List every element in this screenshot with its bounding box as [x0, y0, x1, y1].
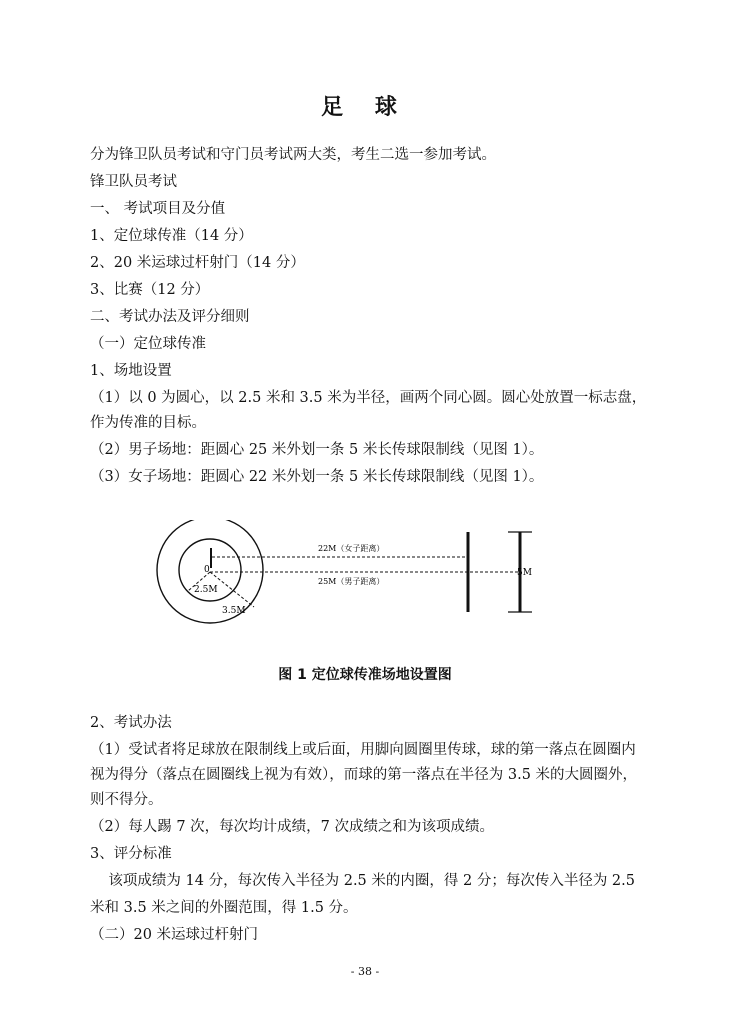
men-distance-label: 25M（男子距离） — [318, 577, 385, 586]
paragraph-line: （2）男子场地：距圆心 25 米外划一条 5 米长传球限制线（见图 1）。 — [90, 442, 544, 458]
subsection-heading: （二）20 米运球过杆射门 — [90, 927, 259, 943]
inner-radius-label: 2.5M — [194, 585, 218, 595]
field-setup-diagram — [150, 520, 570, 635]
subsection-heading: 3、评分标准 — [90, 846, 172, 862]
women-distance-label: 22M（女子距离） — [318, 544, 385, 553]
subsection-heading: 1、场地设置 — [90, 363, 172, 379]
list-item: 3、比赛（12 分） — [90, 282, 210, 298]
subsection-heading: （一）定位球传准 — [90, 336, 206, 352]
section-heading: 二、考试办法及评分细则 — [90, 309, 250, 325]
paragraph-line: 则不得分。 — [90, 792, 163, 808]
subsection-heading: 2、考试办法 — [90, 715, 172, 731]
intro-line: 分为锋卫队员考试和守门员考试两大类，考生二选一参加考试。 — [90, 147, 496, 163]
paragraph-line: （1）以 0 为圆心，以 2.5 米和 3.5 米为半径，画两个同心圆。圆心处放置一标志盘， — [90, 390, 647, 406]
paragraph-line: （3）女子场地：距圆心 22 米外划一条 5 米长传球限制线（见图 1）。 — [90, 469, 544, 485]
figure-caption: 图 1 定位球传准场地设置图 — [278, 667, 452, 683]
line-length-label: 5M — [517, 568, 532, 578]
center-label: 0 — [204, 565, 210, 575]
paragraph-line: 米和 3.5 米之间的外圈范围，得 1.5 分。 — [90, 900, 358, 916]
page-title: 足 球 — [321, 95, 409, 120]
paragraph-line: （1）受试者将足球放在限制线上或后面，用脚向圆圈里传球，球的第一落点在圆圈内 — [90, 742, 636, 758]
page-number: - 38 - — [350, 965, 380, 978]
list-item: 1、定位球传准（14 分） — [90, 228, 253, 244]
list-item: 2、20 米运球过杆射门（14 分） — [90, 255, 305, 271]
paragraph-line: 该项成绩为 14 分，每次传入半径为 2.5 米的内圈，得 2 分；每次传入半径为 2.5 — [90, 873, 635, 889]
paragraph-line: 视为得分（落点在圆圈线上视为有效），而球的第一落点在半径为 3.5 米的大圆圈外， — [90, 767, 638, 783]
paragraph-line: 作为传准的目标。 — [90, 415, 206, 431]
paragraph-line: （2）每人踢 7 次，每次均计成绩，7 次成绩之和为该项成绩。 — [90, 819, 495, 835]
section-heading: 一、 考试项目及分值 — [90, 201, 226, 217]
outer-radius-label: 3.5M — [222, 606, 246, 616]
section-heading: 锋卫队员考试 — [90, 174, 177, 190]
